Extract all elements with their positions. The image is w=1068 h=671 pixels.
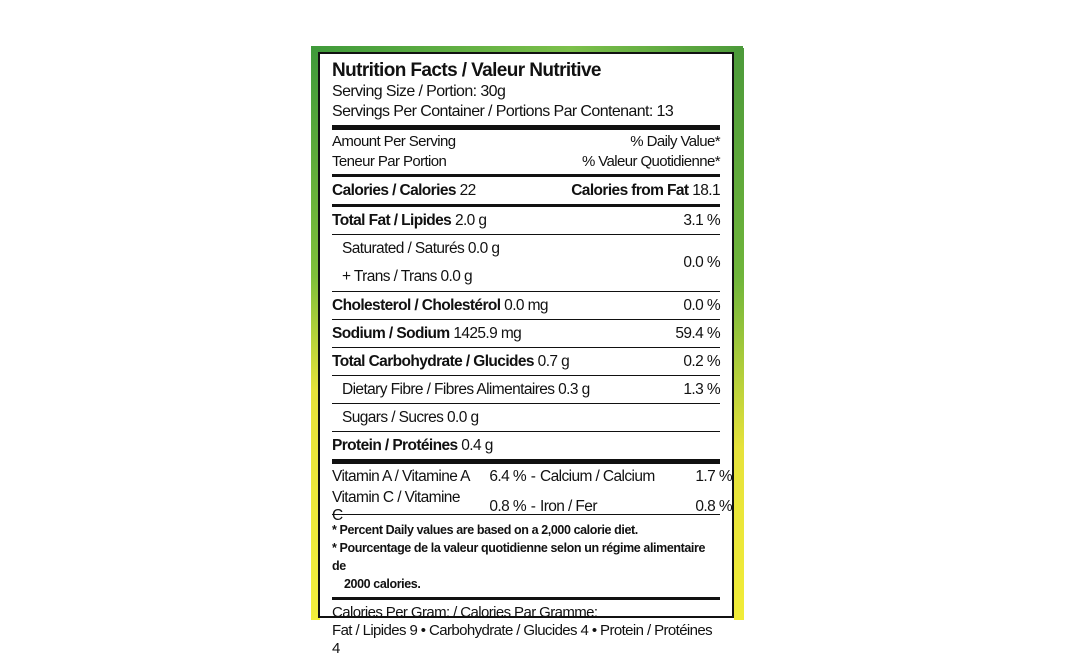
vitamin-row — [332, 464, 732, 489]
sugars-label: Sugars / Sucres — [342, 408, 444, 426]
sugars-row — [332, 404, 720, 431]
footnotes — [332, 515, 720, 597]
cholesterol-dv: 0.0 % — [683, 296, 720, 314]
vitamin-c-value: 0.8 % — [489, 498, 526, 515]
serving-size: Serving Size / Portion: 30g — [332, 83, 506, 100]
footnote-fr-line1: * Pourcentage de la valeur quotidienne selon un régime alimentaire de — [332, 541, 706, 573]
amount-header — [332, 130, 720, 174]
footnote-fr-line2: 2000 calories. — [344, 577, 421, 591]
trans-label: + Trans / Trans — [342, 268, 437, 285]
total-fat-row — [332, 207, 720, 234]
calcium-value: 1.7 % — [695, 467, 732, 485]
calories-per-gram — [332, 600, 720, 658]
fibre-amount: 0.3 g — [558, 380, 590, 398]
sodium-dv: 59.4 % — [675, 324, 720, 342]
sugars-amount: 0.0 g — [447, 408, 479, 426]
separator: - — [530, 467, 536, 485]
calories-from-fat-value: 18.1 — [692, 181, 720, 199]
protein-row — [332, 432, 720, 459]
saturated-amount: 0.0 g — [467, 240, 500, 257]
carbohydrate-label: Total Carbohydrate / Glucides — [332, 352, 534, 370]
calories-from-fat-label: Calories from Fat — [571, 181, 689, 199]
total-fat-amount: 2.0 g — [454, 211, 487, 229]
separator: - — [530, 498, 536, 515]
daily-value-fr: % Valeur Quotidienne* — [581, 153, 720, 170]
vitamin-row — [332, 489, 732, 524]
fibre-dv: 1.3 % — [683, 380, 720, 398]
servings-per-container: Servings Per Container / Portions Par Contenant: 13 — [332, 103, 674, 120]
sodium-amount: 1425.9 mg — [453, 324, 522, 342]
calcium-label: Calcium / Calcium — [540, 467, 655, 485]
total-fat-dv: 3.1 % — [683, 211, 720, 229]
carbohydrate-amount: 0.7 g — [537, 352, 570, 370]
vitamin-a-label: Vitamin A / Vitamine A — [332, 467, 470, 485]
cholesterol-amount: 0.0 mg — [504, 296, 548, 314]
iron-label: Iron / Fer — [540, 498, 597, 515]
amount-per-serving-fr: Teneur Par Portion — [332, 153, 447, 170]
calories-per-gram-title: Calories Per Gram: / Calories Par Gramme: — [332, 604, 598, 621]
saturated-trans-row — [332, 235, 720, 291]
calories-value: 22 — [459, 181, 476, 199]
vitamin-c-label: Vitamin C / Vitamine C — [332, 489, 460, 524]
fibre-label: Dietary Fibre / Fibres Alimentaires — [342, 380, 555, 398]
calories-label: Calories / Calories — [332, 181, 456, 199]
saturated-trans-dv: 0.0 % — [683, 254, 720, 271]
cholesterol-label: Cholesterol / Cholestérol — [332, 296, 501, 314]
trans-amount: 0.0 g — [440, 268, 473, 285]
panel-title: Nutrition Facts / Valeur Nutritive — [332, 60, 601, 81]
total-fat-label: Total Fat / Lipides — [332, 211, 452, 229]
iron-value: 0.8 % — [695, 498, 732, 515]
package-edge-right — [734, 48, 744, 620]
sodium-row — [332, 320, 720, 347]
protein-label: Protein / Protéines — [332, 436, 458, 454]
sodium-label: Sodium / Sodium — [332, 324, 450, 342]
cholesterol-row — [332, 292, 720, 319]
saturated-label: Saturated / Saturés — [342, 240, 465, 257]
nutrition-facts-panel — [318, 52, 734, 657]
vitamin-a-value: 6.4 % — [489, 467, 526, 485]
carbohydrate-row — [332, 348, 720, 375]
calories-per-gram-values: Fat / Lipides 9 • Carbohydrate / Glucides 4 • Protein / Protéines 4 — [332, 622, 713, 657]
footnote-en: * Percent Daily values are based on a 2,000 calorie diet. — [332, 523, 638, 537]
calories-row — [332, 177, 720, 204]
protein-amount: 0.4 g — [461, 436, 493, 454]
carbohydrate-dv: 0.2 % — [683, 352, 720, 370]
daily-value-en: % Daily Value* — [630, 133, 720, 150]
fibre-row — [332, 376, 720, 403]
amount-per-serving-en: Amount Per Serving — [332, 133, 456, 150]
